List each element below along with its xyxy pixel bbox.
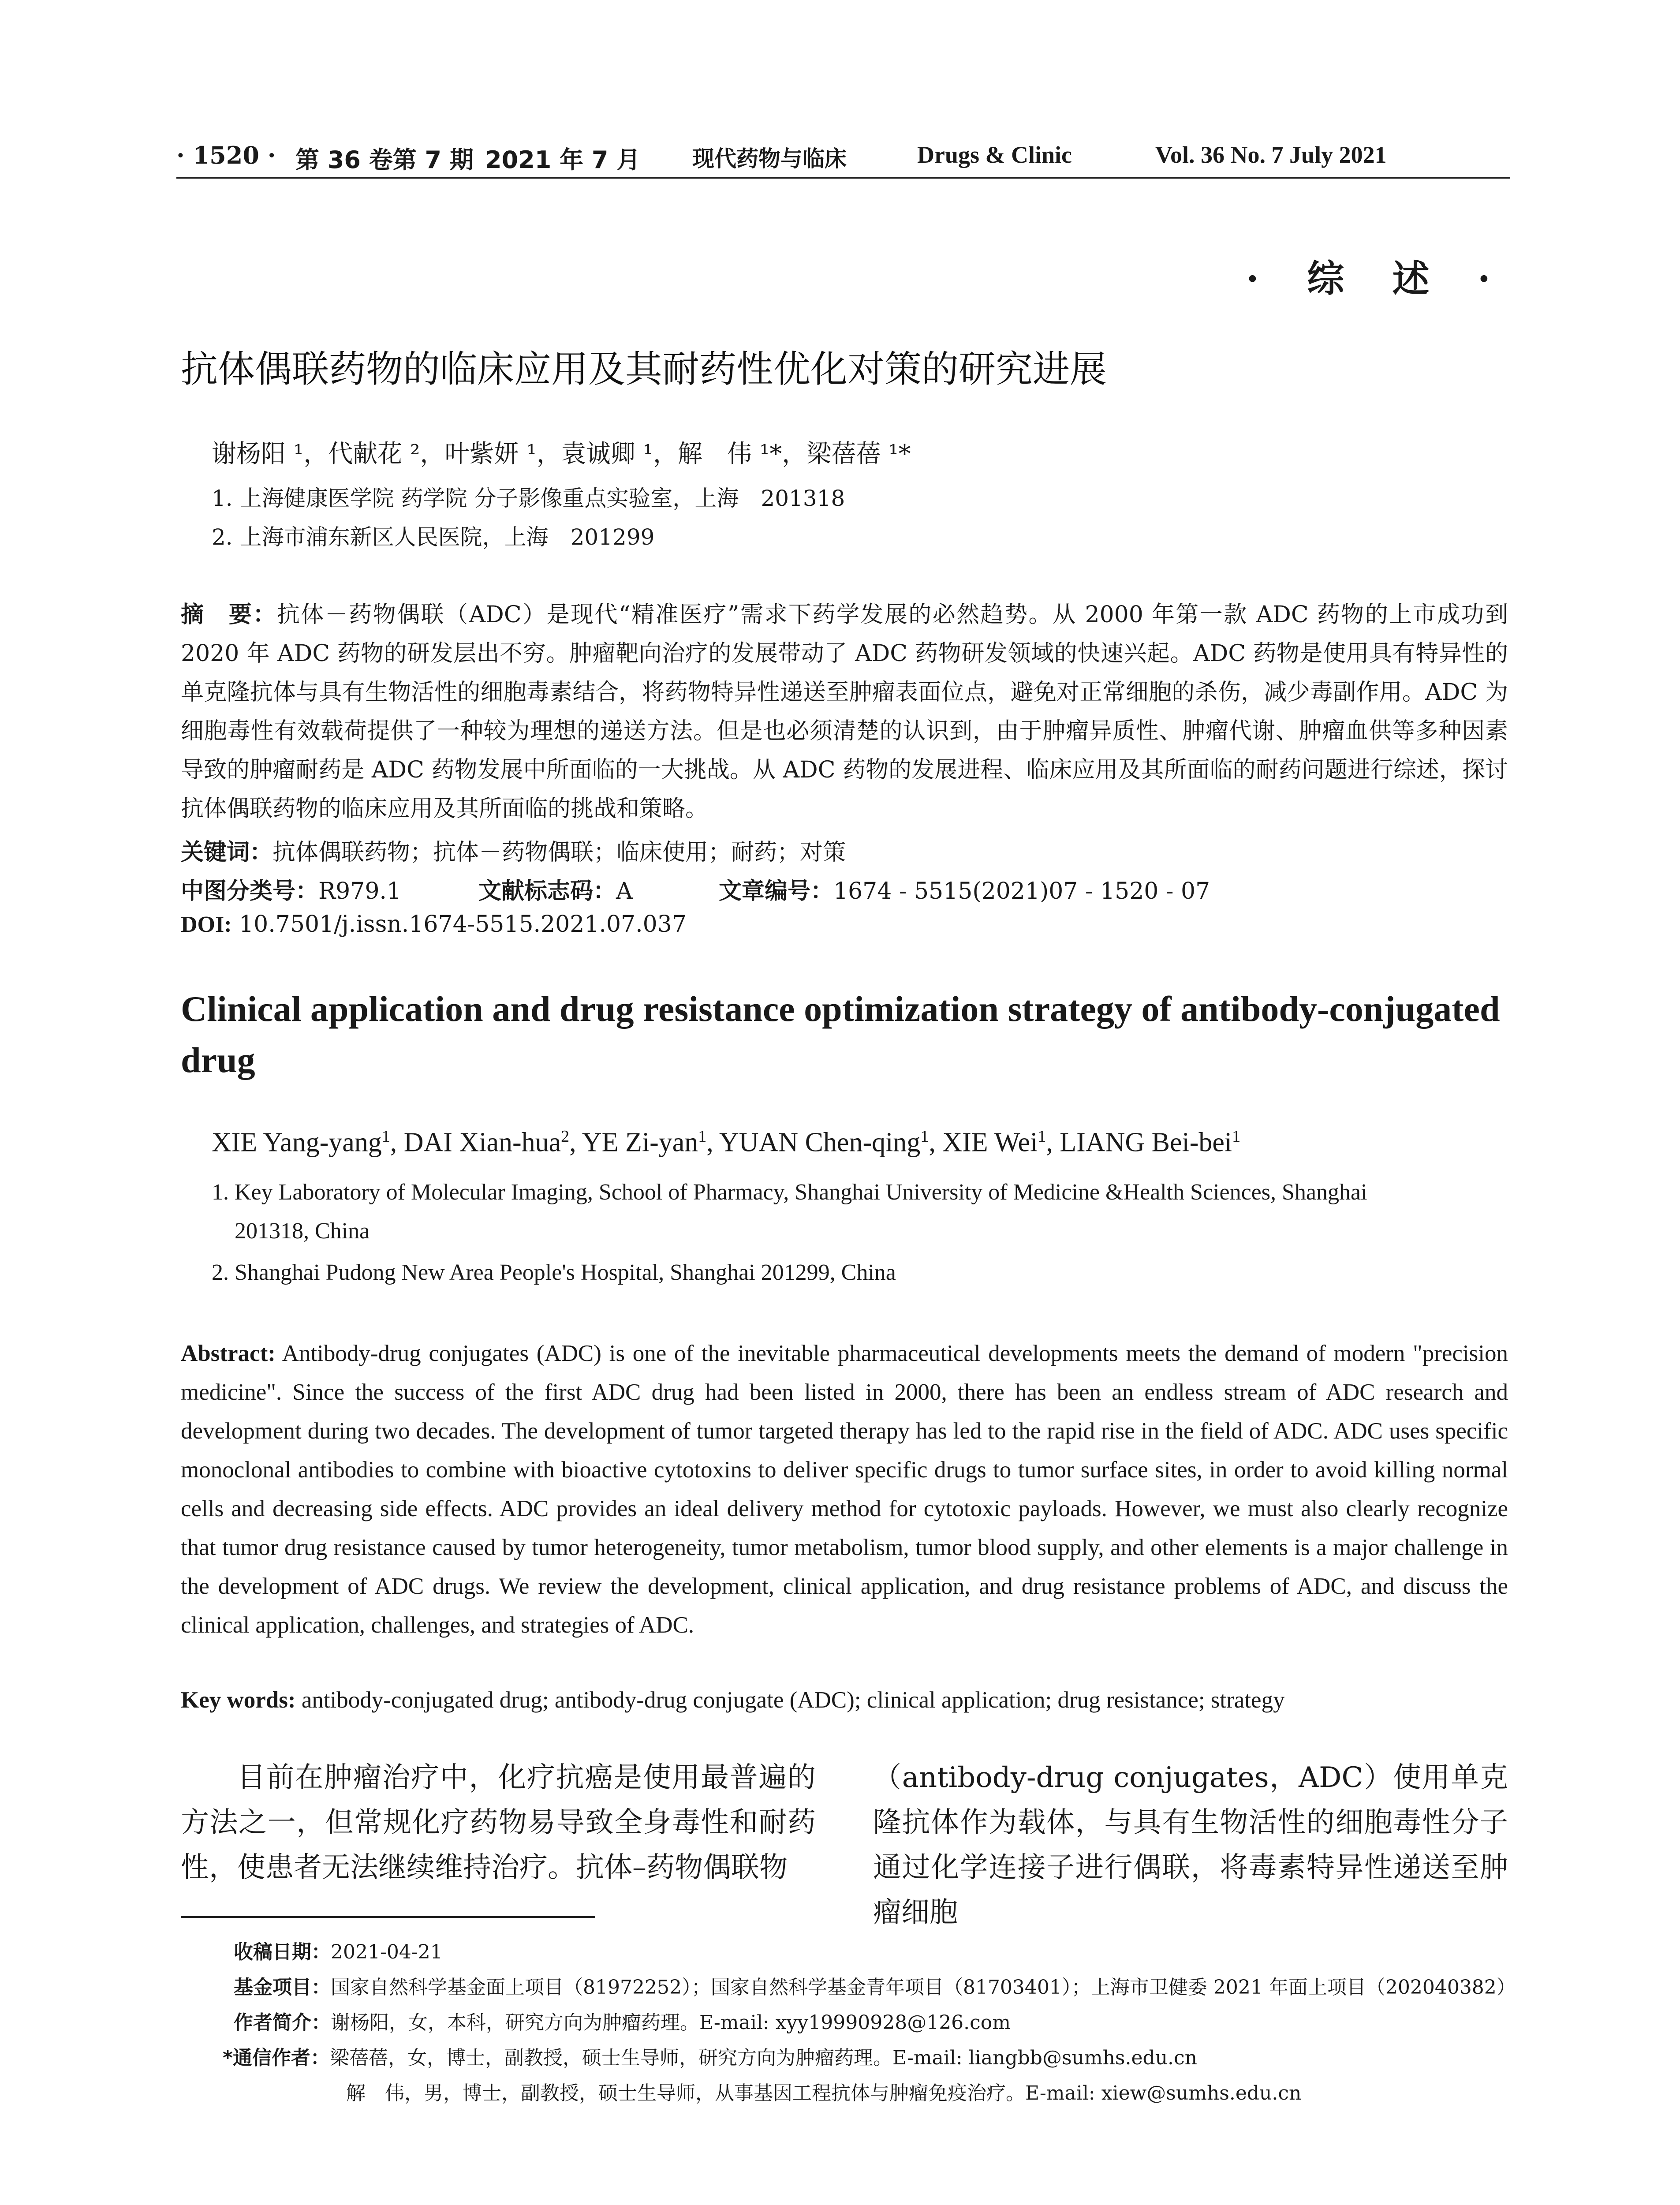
body-text-left-column: 目前在肿瘤治疗中，化疗抗癌是使用最普遍的方法之一，但常规化疗药物易导致全身毒性和耐药性，使患者无法继续维持治疗。抗体–药物偶联物 [181, 1761, 816, 1884]
footnote-fund-label: 基金项目： [234, 1976, 331, 1999]
affiliation-en-number: 1. [212, 1180, 229, 1205]
author-list-cn: 谢杨阳 ¹，代献花 ²，叶紫妍 ¹，袁诚卿 ¹，解 伟 ¹*，梁蓓蓓 ¹* [212, 440, 911, 468]
author-en: XIE Yang-yang [212, 1127, 382, 1158]
page-number: · 1520 · [176, 141, 276, 169]
article-number [719, 872, 1210, 905]
article-title-cn: 抗体偶联药物的临床应用及其耐药性优化对策的研究进展 [181, 348, 1107, 391]
volume-issue-en: Vol. 36 No. 7 July 2021 [1155, 142, 1387, 168]
body-text-right-column: （antibody-drug conjugates，ADC）使用单克隆抗体作为载体，与具有生物活性的细胞毒性分子通过化学连接子进行偶联，将毒素特异性递送至肿瘤细胞 [873, 1761, 1508, 1929]
affiliation-en-2 [212, 1253, 1512, 1292]
author-en: YUAN Chen-qing [719, 1127, 921, 1158]
footnote-received-value: 2021-04-21 [331, 1941, 443, 1963]
abstract-cn-label: 摘 要： [181, 602, 277, 628]
document-code [478, 872, 633, 905]
footnote-received [234, 1936, 443, 1964]
affiliation-en-1 [212, 1173, 1512, 1251]
author-en-affil-mark: 1 [381, 1127, 390, 1146]
article-number-value: 1674 - 5515(2021)07 - 1520 - 07 [833, 878, 1210, 904]
footnote-author-value: 谢杨阳，女，本科，研究方向为肿瘤药理。E-mail: xyy19990928@126.com [331, 2011, 1011, 2034]
doi [181, 911, 687, 938]
affiliation-cn-2: 2. 上海市浦东新区人民医院，上海 201299 [212, 524, 655, 550]
author-en-affil-mark: 1 [920, 1127, 929, 1146]
affiliation-cn-1: 1. 上海健康医学院 药学院 分子影像重点实验室，上海 201318 [212, 486, 845, 511]
footnote-rule [181, 1916, 595, 1918]
section-label: · 综 述 · [1246, 257, 1508, 300]
clc-label: 中图分类号： [181, 878, 319, 904]
author-en-affil-mark: 2 [561, 1127, 570, 1146]
volume-issue-cn: 第 36 卷第 7 期 [295, 146, 474, 174]
header-rule [176, 177, 1510, 179]
author-en: LIANG Bei-bei [1060, 1127, 1232, 1158]
author-en-affil-mark: 1 [1038, 1127, 1046, 1146]
keywords-en [181, 1687, 1285, 1713]
document-code-value: A [616, 878, 633, 904]
affiliation-en-text-cont: 201318, China [235, 1218, 370, 1244]
footnote-fund [234, 1971, 1516, 1999]
keywords-en-label: Key words: [181, 1687, 296, 1713]
footnote-corresponding-2: 解 伟，男，博士，副教授，硕士生导师，从事基因工程抗体与肿瘤免疫治疗。E-mail: xiew@sumhs.edu.cn [346, 2082, 1302, 2104]
clc-number [181, 872, 401, 905]
author-en-affil-mark: 1 [698, 1127, 707, 1146]
abstract-cn-text: 抗体－药物偶联（ADC）是现代“精准医疗”需求下药学发展的必然趋势。从 2000 年第一款 ADC 药物的上市成功到 2020 年 ADC 药物的研发层出不穷。肿瘤靶向治疗的发展带动了 ADC 药物研发领域的快速兴起。ADC 药物是使用具有特异性的单克隆抗体与具有生物活性的细胞毒素结合，将药物特异性递送至肿瘤表面位点，避免对正常细胞的杀伤，减少毒副作用。ADC 为细胞毒性有效载荷提供了一种较为理想的递送方法。但是也必须清楚的认识到，由于肿瘤异质性、肿瘤代谢、肿瘤血供等多种因素导致的肿瘤耐药是 ADC 药物发展中所面临的一大挑战。从 ADC 药物的发展进程、临床应用及其所面临的耐药问题进行综述，探讨抗体偶联药物的临床应用及其所面临的挑战和策略。 [181, 602, 1508, 822]
doi-label: DOI: [181, 912, 232, 937]
author-list-en: XIE Yang-yang$^1$, DAI Xian-hua$^2$, YE Zi-yan$^1$, YUAN Chen-qing$^1$, XIE Wei$^1$, LIANG Bei-bei$^1$ [212, 1127, 1241, 1158]
affiliation-en-text: Key Laboratory of Molecular Imaging, School of Pharmacy, Shanghai University of Medicine &Health Sciences, Shanghai [235, 1180, 1367, 1205]
article-number-label: 文章编号： [719, 878, 834, 904]
keywords-en-text: antibody-conjugated drug; antibody-drug conjugate (ADC); clinical application; drug resistance; strategy [295, 1687, 1285, 1713]
footnote-corresponding [223, 2042, 1197, 2070]
footnote-corresponding-label: *通信作者： [223, 2047, 330, 2069]
footnote-received-label: 收稿日期： [234, 1941, 331, 1963]
affiliation-en-number: 2. [212, 1260, 229, 1285]
date-cn: 2021 年 7 月 [485, 146, 641, 174]
author-en: YE Zi-yan [582, 1127, 698, 1158]
author-en-affil-mark: 1 [1232, 1127, 1241, 1146]
affiliation-en-text: Shanghai Pudong New Area People's Hospital, Shanghai 201299, China [235, 1260, 896, 1285]
article-title-en: Clinical application and drug resistance optimization strategy of antibody-conjugated drug [181, 989, 1500, 1080]
footnote-author-bio [234, 2007, 1011, 2035]
journal-name-en: Drugs & Clinic [917, 142, 1072, 168]
abstract-en-text: Antibody-drug conjugates (ADC) is one of the inevitable pharmaceutical developments meets the demand of modern "precision medicine". Since the success of the first ADC drug had been listed in 2000, there has been an endless stream of ADC research and development during two decades. The development of tumor targeted therapy has led to the rapid rise in the field of ADC. ADC uses specific monoclonal antibodies to combine with bioactive cytotoxins to deliver specific drugs to tumor surface sites, in order to avoid killing normal cells and decreasing side effects. ADC provides an ideal delivery method for cytotoxic payloads. However, we must also clearly recognize that tumor drug resistance caused by tumor heterogeneity, tumor metabolism, tumor blood supply, and other elements is a major challenge in the development of ADC drugs. We review the development, clinical application, and drug resistance problems of ADC, and discuss the clinical application, challenges, and strategies of ADC. [181, 1341, 1508, 1638]
author-en: XIE Wei [942, 1127, 1038, 1158]
author-en: DAI Xian-hua [403, 1127, 561, 1158]
clc-value: R979.1 [318, 878, 402, 904]
keywords-cn-label: 关键词： [181, 839, 273, 866]
document-code-label: 文献标志码： [478, 878, 616, 904]
abstract-cn [181, 595, 1508, 828]
footnote-fund-value: 国家自然科学基金面上项目（81972252）；国家自然科学基金青年项目（81703401）；上海市卫健委 2021 年面上项目（202040382） [331, 1976, 1516, 1999]
keywords-cn [181, 833, 846, 867]
abstract-en-label: Abstract: [181, 1341, 276, 1366]
journal-name-cn: 现代药物与临床 [692, 146, 847, 172]
footnote-corresponding-1: 梁蓓蓓，女，博士，副教授，硕士生导师，研究方向为肿瘤药理。E-mail: liangbb@sumhs.edu.cn [330, 2047, 1197, 2069]
abstract-en [181, 1334, 1508, 1644]
footnote-author-label: 作者简介： [234, 2011, 331, 2034]
keywords-cn-text: 抗体偶联药物；抗体－药物偶联；临床使用；耐药；对策 [273, 839, 846, 866]
doi-value: 10.7501/j.issn.1674-5515.2021.07.037 [231, 911, 687, 938]
